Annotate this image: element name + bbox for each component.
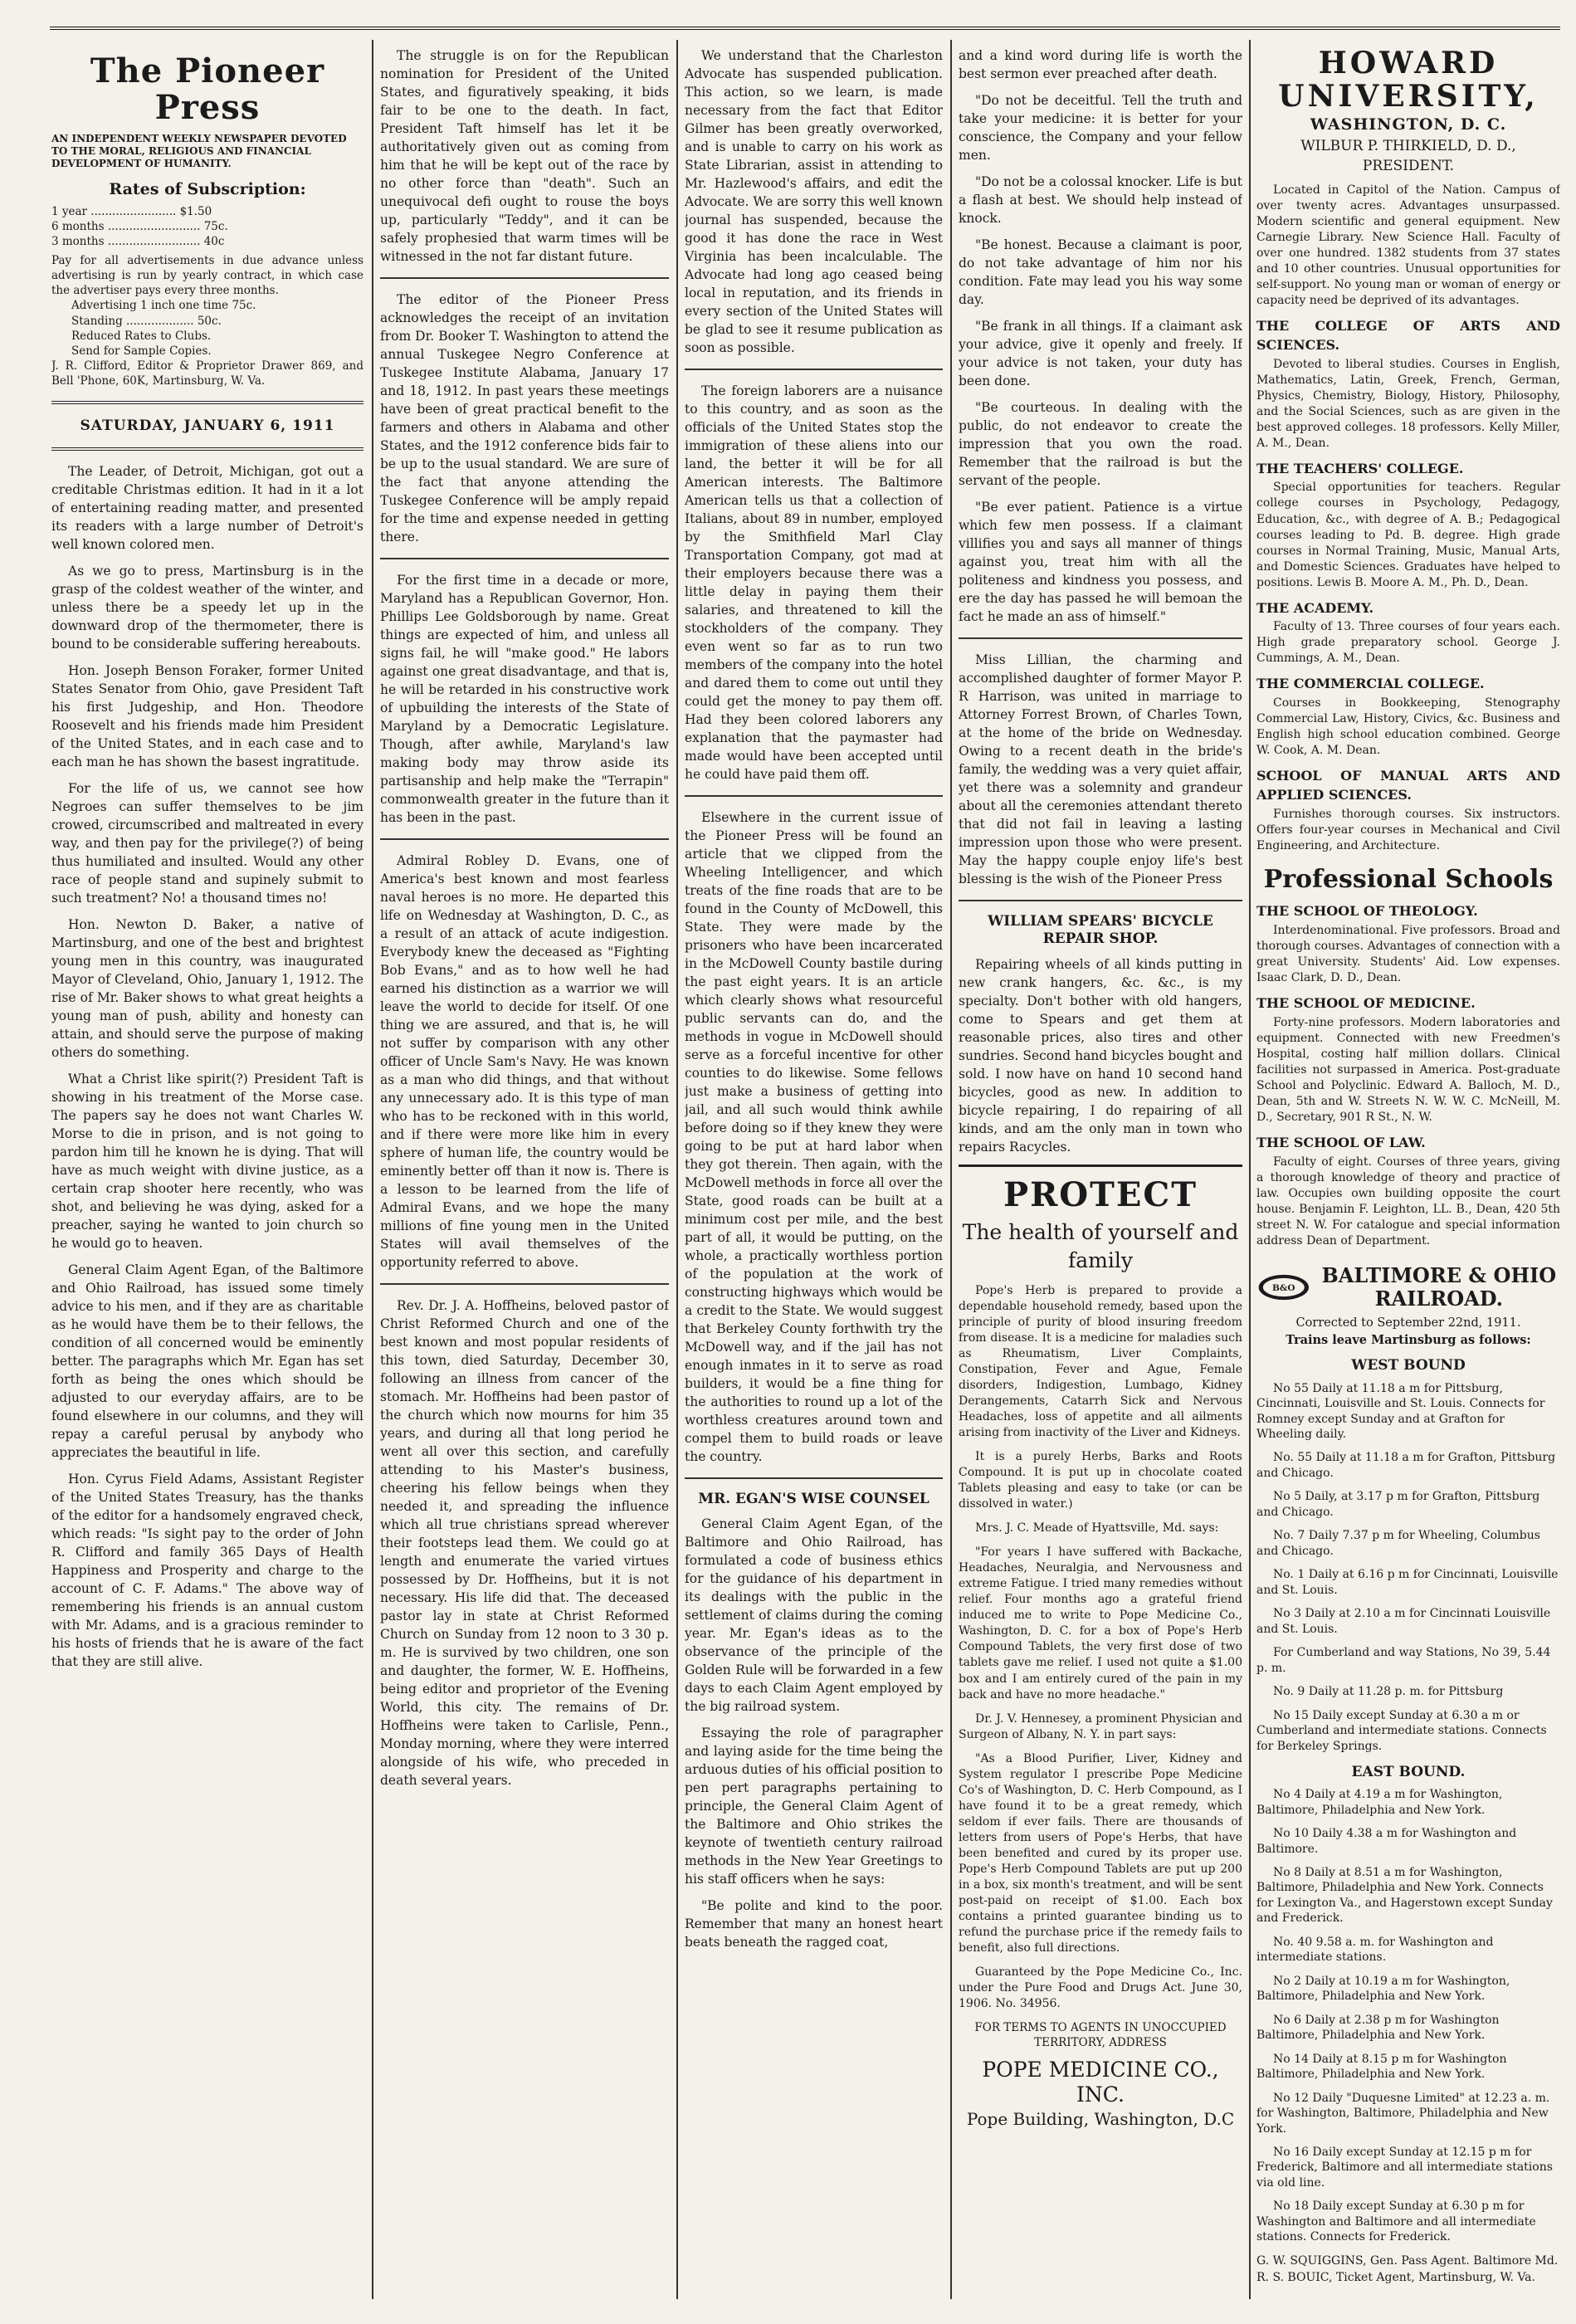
article-paragraph: What a Christ like spirit(?) President Taft is showing in his treatment of the Morse case. The papers say he does not want Charles W. Morse to die in prison, and is not going to pardon him till he known he is dying. That will have as much weight with divine justice, as a certain crap shooter here recently, who was shot, and believing he was dying, asked for a preacher, saying he wanted to join church so he would go to heaven.	[51, 1071, 364, 1251]
rates-heading: Rates of Subscription:	[109, 180, 306, 198]
ad-paragraph: Guaranteed by the Pope Medicine Co., Inc. under the Pure Food and Drugs Act. June 30, 1906. No. 34956.	[959, 1965, 1242, 2011]
railroad-leave: Trains leave Martinsburg as follows:	[1286, 1332, 1531, 1347]
column-1	[51, 46, 364, 2304]
article-paragraph: "Be courteous. In dealing with the public, do not endeavor to create the impression that you own the road. Remember that the railroad is but the servant of the people.	[959, 400, 1242, 488]
article-paragraph: "Be ever patient. Patience is a virtue which few men possess. If a claimant villifies you and says all manner of things against you, treat him with all the politeness and kindness you possess, and ere the day has passed he will bemoan the fact he made an ass of himself."	[959, 500, 1242, 624]
train-entry: For Cumberland and way Stations, No 39, 5.44 p. m.	[1256, 1646, 1551, 1675]
railroad-logo-text: B&O	[1272, 1282, 1295, 1293]
professional-schools-heading: Professional Schools	[1263, 864, 1554, 894]
section-heading: THE COMMERCIAL COLLEGE.	[1256, 676, 1485, 692]
pass-agent: G. W. SQUIGGINS, Gen. Pass Agent. Baltimore Md.	[1256, 2253, 1559, 2268]
train-entry: No. 7 Daily 7.37 p m for Wheeling, Columbus and Chicago.	[1256, 1529, 1540, 1558]
rate-line: 6 months .......................... 75c.	[51, 220, 228, 234]
section-heading: THE TEACHERS' COLLEGE.	[1256, 460, 1464, 476]
article-paragraph: The struggle is on for the Republican nomination for President of the United States, and figuratively speaking, it bids fair to be one to the death. In fact, President Taft himself has let it be authoritatively given out as coming from him that he will be kept out of the race by no other force than "death". Such an unequivocal defi ought to rouse the boys up, particularly "Teddy", and it can be safely prophesied that warm times will be witnessed in the not far distant future.	[380, 48, 669, 264]
railroad-corrected: Corrected to September 22nd, 1911.	[1295, 1316, 1521, 1330]
section-text: Special opportunities for teachers. Regular college courses in Psychology, Pedagogy, Education, &c., with degree of A. B.; Pedagogical courses leading to Pd. B. degree. High grade courses in Normal Training, Music, Manual Arts, and Domestic Sciences. Graduates have helped to positions. Lewis B. Moore A. M., Ph. D., Dean.	[1256, 481, 1560, 589]
article-paragraph: and a kind word during life is worth the best sermon ever preached after death.	[959, 48, 1242, 81]
section-heading: THE SCHOOL OF MEDICINE.	[1256, 995, 1476, 1012]
rate-line: 1 year ........................ $1.50	[51, 204, 212, 218]
article-paragraph: The foreign laborers are a nuisance to this country, and as soon as the officials of the United States stop the immigration of these aliens into our land, the better it will be for all American interests. The Baltimore American tells us that a collection of Italians, about 89 in number, employed by the Smithfield Marl Clay Transportation Company, got mad at their employers because there was a little delay in paying them their salaries, and threatened to kill the stockholders of the company. They even went so far as to run two members of the company into the hotel and dared them to come out until they could get the money to pay them off. Had they been colored laborers any explanation that the paymaster had made would have been accepted until he could have paid them off.	[685, 383, 943, 782]
article-paragraph: Hon. Cyrus Field Adams, Assistant Register of the United States Treasury, has the thanks of the editor for a handsomely engraved check, which reads: "Is sight pay to the order of John R. Clifford and family 365 Days of Health Happiness and Prosperity and charge to the account of C. F. Adams." The above way of remembering his friends is an annual custom with Mr. Adams, and is a gracious reminder to his hosts of friends that he is aware of the fact that they are still alive.	[51, 1471, 364, 1669]
railroad-header	[1256, 1264, 1560, 1310]
agents-line: FOR TERMS TO AGENTS IN UNOCCUPIED TERRITORY, ADDRESS	[974, 2021, 1227, 2050]
howard-title: HOWARD UNIVERSITY,	[1278, 46, 1539, 115]
train-entry: No 10 Daily 4.38 a m for Washington and Baltimore.	[1256, 1827, 1517, 1856]
howard-city: WASHINGTON, D. C.	[1310, 115, 1507, 134]
ad-paragraph: Pope's Herb is prepared to provide a dependable household remedy, based upon the principle of purity of blood insuring freedom from disease. It is a medicine for maladies such as Rheumatism, Liver Complaints, Constipation, Fever and Ague, Female disorders, Indigestion, Lumbago, Kidney Derangements, Catarrh Sick and Nervous Headaches, loss of appetite and all ailments arising from inactivity of the Liver and Kidneys.	[959, 1283, 1242, 1440]
column-5	[1256, 46, 1560, 2304]
ad-paragraph: "For years I have suffered with Backache, Headaches, Neuralgia, and Nervousness and extreme Fatigue. I tried many remedies without relief. Four months ago a grateful friend induced me to write to Pope Medicine Co., Washington, D. C. for a box of Pope's Herb Compound Tablets, the very first dose of two tablets gave me relief. I used not quite a $1.00 box and I am entirely cured of the pain in my back and have no more headache."	[959, 1545, 1242, 1702]
article-paragraph: General Claim Agent Egan, of the Baltimore and Ohio Railroad, has formulated a code of business ethics for the guidance of his department in its dealings with the public in the settlement of claims during the coming year. Mr. Egan's ideas as to the observance of the principle of the Golden Rule will be forwarded in a few days to each Claim Agent employed by the big railroad system.	[685, 1516, 943, 1715]
ticket-agent: R. S. BOUIC, Ticket Agent, Martinsburg, W. Va.	[1256, 2270, 1535, 2284]
section-text: Devoted to liberal studies. Courses in English, Mathematics, Latin, Greek, French, German, Physics, Chemistry, Biology, History, Philosophy, and the Social Sciences, such as are given in the best approved colleges. 18 professors. Kelly Miller, A. M., Dean.	[1256, 357, 1560, 450]
ad-line: Reduced Rates to Clubs.	[71, 329, 212, 343]
column-rule	[1249, 40, 1251, 2299]
howard-intro: Located in Capitol of the Nation. Campus of over twenty acres. Advantages unsurpassed. Modern scientific and general equipment. New Carnegie Library. New Science Hall. Faculty of over one hundred. 1382 students from 37 states and 10 other countries. Unusual opportunities for self-support. No young man or woman of energy or capacity need be deprived of its advantages.	[1256, 183, 1560, 308]
train-entry: No. 1 Daily at 6.16 p m for Cincinnati, Louisville and St. Louis.	[1256, 1568, 1559, 1597]
train-entry: No 15 Daily except Sunday at 6.30 a m or Cumberland and intermediate stations. Connects for Berkeley Springs.	[1256, 1708, 1547, 1753]
section-text: Furnishes thorough courses. Six instructors. Offers four-year courses in Mechanical and Civil Engineering, and Architecture.	[1256, 807, 1560, 852]
article-paragraph: General Claim Agent Egan, of the Baltimore and Ohio Railroad, has issued some timely advice to his men, and if they are as charitable as he would have them be to their fellows, the condition of all concerned would be eminently better. The paragraphs which Mr. Egan has set forth as being the ones which should be adjusted to our everyday affairs, are to be found elsewhere in our columns, and they will repay a careful perusal by anybody who appreciates the beautiful in life.	[51, 1262, 364, 1460]
protect-headline: PROTECT	[959, 1164, 1242, 1219]
section-text: Interdenominational. Five professors. Broad and thorough courses. Advantages of connection with a great University. Students' Aid. Low expenses. Isaac Clark, D. D., Dean.	[1256, 924, 1560, 985]
section-heading: THE ACADEMY.	[1256, 599, 1374, 616]
train-entry: No 3 Daily at 2.10 a m for Cincinnati Louisville and St. Louis.	[1256, 1607, 1551, 1636]
train-entry: No 8 Daily at 8.51 a m for Washington, Baltimore, Philadelphia and New York. Connects for Lexington Va., and Hagerstown except Sunday and Frederick.	[1256, 1865, 1553, 1926]
pay-note: Pay for all advertisements in due advance unless advertising is run by yearly contract, in which case the advertiser pays every three months.	[51, 253, 364, 298]
article-paragraph: Admiral Robley D. Evans, one of America's best known and most fearless naval heroes is no more. He departed this life on Wednesday at Washington, D. C., as a result of an attack of acute indigestion. Everybody knew the deceased as "Fighting Bob Evans," and as to how well he had earned his distinction as a warrior we will leave the world to decide for itself. Of one thing we are assured, and that is, he will not suffer by comparison with any other officer of Uncle Sam's Navy. He was known as a man who did things, and that without any unnecessary ado. It is this type of man who has to be reckoned with in this world, and if there were more like him in every sphere of human life, the country would be eminently better off than it now is. There is a lesson to be learned from the life of Admiral Evans, and we hope the many millions of fine young men in the United States will avail themselves of the opportunity referred to above.	[380, 853, 669, 1270]
article-paragraph: Rev. Dr. J. A. Hoffheins, beloved pastor of Christ Reformed Church and one of the best known and most popular residents of this town, died Saturday, December 30, following an illness from cancer of the stomach. Mr. Hoffheins had been pastor of the church which now mourns for him 35 years, and during all that long period he went all over this section, and carefully attending to his Master's business, cheering his fellow beings when they needed it, and spreading the influence which all true christians spread wherever their footsteps lead them. We could go at length and enumerate the varied virtues possessed by Dr. Hoffheins, but it is not necessary. His life did that. The deceased pastor lay in state at Christ Reformed Church on Sunday from 12 noon to 3 30 p. m. He is survived by two children, one son and daughter, the former, W. E. Hoffheins, being editor and proprietor of the Evening World, this city. The remains of Dr. Hoffheins were taken to Carlisle, Penn., Monday morning, where they were interred alongside of his wife, who preceded in death several years.	[380, 1298, 669, 1788]
section-heading: THE SCHOOL OF THEOLOGY.	[1256, 903, 1478, 920]
article-paragraph: For the life of us, we cannot see how Negroes can suffer themselves to be jim crowed, circumscribed and maltreated in every way, and then pay for the privilege(?) of being thus humiliated and insulted. Would any other race of people stand and supinely submit to such treatment? No! a thousand times no!	[51, 780, 364, 906]
article-paragraph: Hon. Newton D. Baker, a native of Martinsburg, and one of the best and brightest young men in this country, was inaugurated Mayor of Cleveland, Ohio, January 1, 1912. The rise of Mr. Baker shows to what great heights a young man of push, ability and honesty can attain, and should serve the purpose of making others do something.	[51, 916, 364, 1060]
ad-paragraph: "As a Blood Purifier, Liver, Kidney and System regulator I prescribe Pope Medicine Co's of Washington, D. C. Herb Compound, as I have found it to be a great remedy, which seldom if ever fails. There are thousands of letters from users of Pope's Herbs, that have been benefited and cured by its proper use. Pope's Herb Compound Tablets are put up 200 in a box, six month's treatment, and will be sent post-paid on receipt of $1.00. Each box contains a printed guarantee binding us to refund the purchase price if the remedy fails to benefit, also full directions.	[959, 1751, 1242, 1955]
protect-subhead: The health of yourself and family	[962, 1220, 1239, 1273]
ad-line: Standing ................... 50c.	[71, 314, 222, 328]
train-entry: No 12 Daily "Duquesne Limited" at 12.23 a. m. for Washington, Baltimore, Philadelphia and New York.	[1256, 2091, 1550, 2136]
train-entry: No. 40 9.58 a. m. for Washington and intermediate stations.	[1256, 1935, 1494, 1965]
masthead-title: The Pioneer Press	[90, 51, 325, 127]
section-heading: THE COLLEGE OF ARTS AND SCIENCES.	[1256, 318, 1560, 353]
section-text: Forty-nine professors. Modern laboratories and equipment. Connected with new Freedmen's Hospital, costing half million dollars. Clinical facilities not surpassed in America. Post-graduate School and Polyclinic. Edward A. Balloch, M. D., Dean, 5th and W. Streets N. W. W. C. McNeill, M. D., Secretary, 901 R St., N. W.	[1256, 1016, 1560, 1125]
column-4	[959, 46, 1242, 2304]
train-entry: No 14 Daily at 8.15 p m for Washington Baltimore, Philadelphia and New York.	[1256, 2052, 1507, 2082]
train-entry: No. 9 Daily at 11.28 p. m. for Pittsburg	[1273, 1685, 1504, 1699]
railroad-logo-icon	[1256, 1265, 1311, 1310]
ad-paragraph: Mrs. J. C. Meade of Hyattsville, Md. says:	[975, 1521, 1219, 1536]
railroad-name: BALTIMORE & OHIO RAILROAD.	[1321, 1263, 1557, 1311]
rate-line: 3 months .......................... 40c	[51, 235, 225, 249]
train-entry: No 18 Daily except Sunday at 6.30 p m for Washington and Baltimore and all intermediate stations. Connects for Frederick.	[1256, 2200, 1536, 2244]
article-paragraph: "Be polite and kind to the poor. Remember that many an honest heart beats beneath the ragged coat,	[685, 1898, 943, 1950]
article-paragraph: Elsewhere in the current issue of the Pioneer Press will be found an article that we clipped from the Wheeling Intelligencer, and which treats of the fine roads that are to be found in the County of McDowell, this State. They were made by the prisoners who have been incarcerated in the McDowell County bastile during the past eight years. It is an article which clearly shows what resourceful public servants can do, and the methods in vogue in McDowell should serve as a forceful incentive for other counties to do likewise. Some fellows just make a business of getting into jail, and all such would think awhile before doing so if they knew they were going to be put at hard labor when they got therein. Then again, with the McDowell methods in force all over the State, good roads can be built at a minimum cost per mile, and the best part of all, it would be putting, on the whole, a practically worthless portion of the population at the work of constructing highways which would be a credit to the State. We would suggest that Berkeley County forthwith try the McDowell way, and if the jail has not enough inmates in it to serve as road builders, it would be a fine thing for the authorities to round up a lot of the worthless creatures around town and compel them to build roads or leave the country.	[685, 810, 943, 1464]
column-rule	[950, 40, 952, 2299]
bicycle-heading: WILLIAM SPEARS' BICYCLE REPAIR SHOP.	[988, 913, 1213, 948]
article-paragraph: The editor of the Pioneer Press acknowledges the receipt of an invitation from Dr. Booker T. Washington to attend the annual Tuskegee Negro Conference at Tuskegee Institute Alabama, January 17 and 18, 1912. In past years these meetings have been of great practical benefit to the farmers and others in Alabama and other States, and the 1912 conference bids fair to be up to the usual standard. We are sure of the fact that anyone attending the Tuskegee Conference will be amply repaid for the time and expense needed in getting there.	[380, 292, 669, 544]
top-rule	[50, 27, 1560, 30]
pope-address: Pope Building, Washington, D.C	[966, 2108, 1235, 2129]
article-paragraph: Miss Lillian, the charming and accomplished daughter of former Mayor P. R Harrison, was united in marriage to Attorney Forrest Brown, of Charles Town, at the home of the bride on Wednesday. Owing to a recent death in the bride's family, the wedding was a very quiet affair, yet there was a solemnity and grandeur about all the ceremonies attendant thereto that did not fail in leaving a lasting impression upon those who were present. May the happy couple enjoy life's best blessing is the wish of the Pioneer Press	[959, 652, 1242, 886]
article-paragraph: We understand that the Charleston Advocate has suspended publication. This action, so we learn, is made necessary from the fact that Editor Gilmer has been greatly overworked, and is unable to carry on his work as State Librarian, assist in attending to Mr. Hazlewood's affairs, and edit the Advocate. We are sorry this well known journal has suspended, because the good it has done the race in West Virginia has been incalculable. The Advocate had long ago ceased being local in reputation, and its friends in every section of the United States will be glad to see it resume publication as soon as possible.	[685, 48, 943, 355]
article-paragraph: The Leader, of Detroit, Michigan, got out a creditable Christmas edition. It had in it a lot of entertaining reading matter, and presented its readers with a large number of Detroit's well known colored men.	[51, 463, 364, 552]
train-entry: No 5 Daily, at 3.17 p m for Grafton, Pittsburg and Chicago.	[1256, 1490, 1540, 1519]
section-heading: SCHOOL OF MANUAL ARTS AND APPLIED SCIENCES.	[1256, 768, 1560, 803]
train-entry: No 2 Daily at 10.19 a m for Washington, Baltimore, Philadelphia and New York.	[1256, 1974, 1510, 2004]
section-text: Faculty of eight. Courses of three years, giving a thorough knowledge of theory and practice of law. Occupies own building opposite the court house. Benjamin F. Leighton, LL. B., Dean, 420 5th street N. W. For catalogue and special information address Dean of Department.	[1256, 1155, 1560, 1248]
ad-paragraph: It is a purely Herbs, Barks and Roots Compound. It is put up in chocolate coated Tablets pleasing and easy to take (or can be dissolved in water.)	[959, 1450, 1242, 1511]
train-entry: No. 55 Daily at 11.18 a m for Grafton, Pittsburg and Chicago.	[1256, 1451, 1556, 1480]
train-entry: No 4 Daily at 4.19 a m for Washington, Baltimore, Philadelphia and New York.	[1256, 1788, 1503, 1817]
ad-paragraph: Dr. J. V. Hennesey, a prominent Physician and Surgeon of Albany, N. Y. in part says:	[959, 1711, 1242, 1741]
article-paragraph: Essaying the role of paragrapher and laying aside for the time being the arduous duties of his official position to pen pert paragraphs pertaining to principle, the General Claim Agent of the Baltimore and Ohio strikes the keynote of twentieth century railroad methods in the New Year Greetings to his staff officers when he says:	[685, 1726, 943, 1887]
column-rule	[372, 40, 373, 2299]
article-paragraph: As we go to press, Martinsburg is in the grasp of the coldest weather of the winter, and unless there be a speedy let up in the downward drop of the thermometer, there is bound to be considerable suffering hereabouts.	[51, 563, 364, 652]
ad-line: Send for Sample Copies.	[71, 344, 212, 358]
article-paragraph: "Be honest. Because a claimant is poor, do not take advantage of him nor his condition. Fate may lead you his way some day.	[959, 237, 1242, 307]
pope-company: POPE MEDICINE CO., INC.	[982, 2057, 1219, 2107]
ad-line: Advertising 1 inch one time 75c.	[71, 299, 256, 313]
train-entry: No 16 Daily except Sunday at 12.15 p m for Frederick, Baltimore and all intermediate stations via old line.	[1256, 2146, 1553, 2190]
bicycle-text: Repairing wheels of all kinds putting in new crank hangers, &c. &c., is my specialty. Don't bother with old hangers, come to Spears and get them at reasonable prices, also tires and other sundries. Second hand bicycles bought and sold. I now have on hand 10 second hand bicycles, good as new. In addition to bicycle repairing, I do repairing of all kinds, and am the only man in town who repairs Racycles.	[959, 956, 1242, 1155]
section-text: Faculty of 13. Three courses of four years each. High grade preparatory school. George J. Cummings, A. M., Dean.	[1256, 620, 1560, 666]
issue-date: SATURDAY, JANUARY 6, 1911	[80, 417, 335, 434]
publisher-line: J. R. Clifford, Editor & Proprietor Drawer 869, and Bell 'Phone, 60K, Martinsburg, W. Va.	[51, 359, 364, 388]
section-text: Courses in Bookkeeping, Stenography Commercial Law, History, Civics, &c. Business and English high school education combined. George W. Cook, A. M. Dean.	[1256, 696, 1560, 758]
train-entry: No 55 Daily at 11.18 a m for Pittsburg, Cincinnati, Louisville and St. Louis. Connects for Romney except Sunday and at Grafton for Wheeling daily.	[1256, 1381, 1545, 1441]
east-bound-heading: EAST BOUND.	[1351, 1763, 1466, 1780]
column-3	[685, 46, 943, 2304]
section-heading: THE SCHOOL OF LAW.	[1256, 1135, 1426, 1151]
column-2	[380, 46, 669, 2304]
egan-heading: MR. EGAN'S WISE COUNSEL	[698, 1491, 929, 1507]
howard-president: WILBUR P. THIRKIELD, D. D., PRESIDENT.	[1300, 137, 1516, 174]
article-paragraph: "Be frank in all things. If a claimant ask your advice, give it openly and freely. If your advice is not taken, your duty has been done.	[959, 319, 1242, 388]
article-paragraph: Hon. Joseph Benson Foraker, former United States Senator from Ohio, gave President Taft his first Judgeship, and Hon. Theodore Roosevelt and his friends made him President of the United States, and in each case and to each man he has shown the basest ingratitude.	[51, 662, 364, 769]
article-paragraph: "Do not be deceitful. Tell the truth and take your medicine: it is better for your conscience, the Company and your fellow men.	[959, 93, 1242, 163]
masthead-tagline: AN INDEPENDENT WEEKLY NEWSPAPER DEVOTED TO THE MORAL, RELIGIOUS AND FINANCIAL DEVELOPMENT OF HUMANITY.	[51, 133, 347, 169]
west-bound-heading: WEST BOUND	[1351, 1357, 1466, 1374]
article-paragraph: "Do not be a colossal knocker. Life is but a flash at best. We should help instead of knock.	[959, 174, 1242, 226]
train-entry: No 6 Daily at 2.38 p m for Washington Baltimore, Philadelphia and New York.	[1256, 2013, 1500, 2043]
article-paragraph: For the first time in a decade or more, Maryland has a Republican Governor, Hon. Phillips Lee Goldsborough by name. Great things are expected of him, and unless all signs fail, he will "make good." He labors against one great disadvantage, and that is, he will be retarded in his constructive work of upbuilding the interests of the State of Maryland by a Democratic Legislature. Though, after awhile, Maryland's law making body may throw aside its partisanship and help make the "Terrapin" commonwealth greater in the future than it has been in the past.	[380, 573, 669, 825]
column-rule	[676, 40, 678, 2299]
